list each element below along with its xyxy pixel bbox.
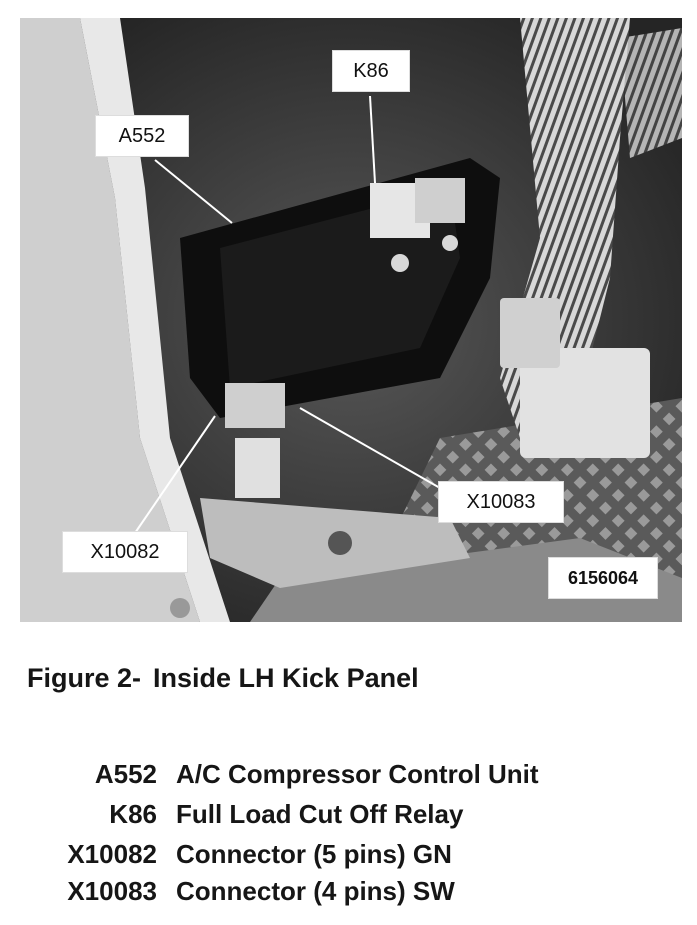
figure-title: Inside LH Kick Panel [153,663,419,693]
callout-x10083: X10083 [438,481,564,523]
legend-row [0,797,697,831]
legend-description: Full Load Cut Off Relay [176,799,464,829]
legend-row [0,757,697,791]
figure-caption [27,663,419,694]
callout-a552: A552 [95,115,189,157]
photo-id-label: 6156064 [548,557,658,599]
callout-k86: K86 [332,50,410,92]
legend-code: A552 [94,759,157,789]
legend-code: X10083 [67,876,157,906]
legend-description: Connector (4 pins) SW [176,876,455,906]
legend-code: K86 [109,799,157,829]
figure-number: Figure 2- [27,663,142,693]
legend-row [0,874,697,908]
legend-row [0,837,697,871]
legend-code: X10082 [67,839,157,869]
callout-x10082: X10082 [62,531,188,573]
legend-description: Connector (5 pins) GN [176,839,452,869]
legend-description: A/C Compressor Control Unit [176,759,539,789]
